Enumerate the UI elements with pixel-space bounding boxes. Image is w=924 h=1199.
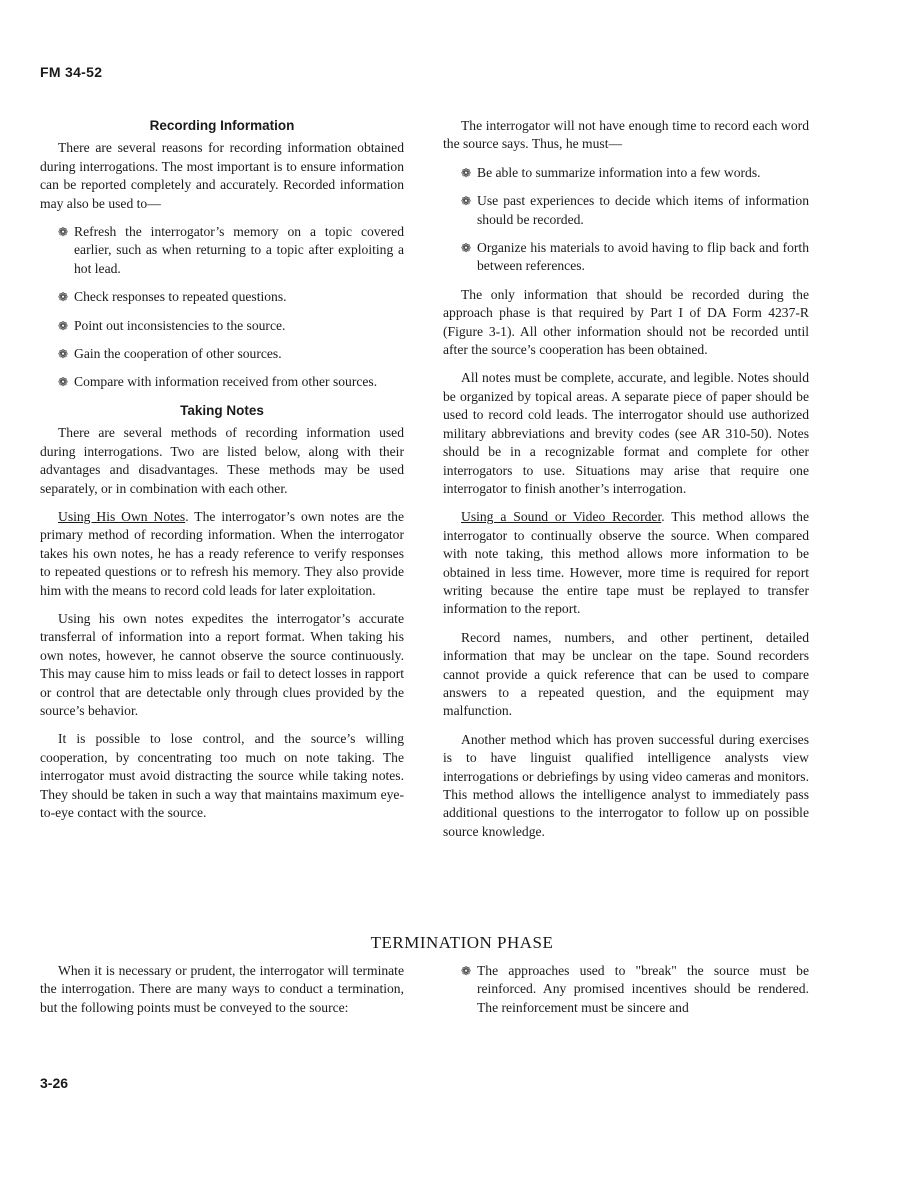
own-notes-title: Using His Own Notes (58, 508, 186, 524)
own-notes-paragraph (40, 508, 404, 600)
recorder-text: . This method allows the interrogator to continually observe the source. When compared with note taking, this method allows more information to be obtained in less time. However, more time is required for report writing because the entire tape must be replayed to transfer information to the report. (443, 509, 809, 617)
heading-taking-notes: Taking Notes (180, 402, 264, 418)
list-item: ❁ Use past experiences to decide which items of information should be recorded. (461, 193, 809, 227)
recording-bullet-list (40, 223, 404, 392)
list-item: ❁ Refresh the interrogator’s memory on a topic covered earlier, such as when returning to a topic after exploiting a hot lead. (58, 224, 404, 276)
termination-right (443, 962, 809, 1027)
bullet-icon: ❁ (461, 194, 472, 209)
bullet-icon: ❁ (461, 241, 472, 256)
all-notes-paragraph: All notes must be complete, accurate, and legible. Notes should be organized by topical areas. A separate piece of paper should be used to record cold leads. The interrogator should use authorized military abbreviations and brevity codes (see AR 310-50). Notes should be in a recognizable format and complete for other interrogators to use. Situations may arise that require one interrogator to finish another’s interrogation. (443, 370, 809, 496)
list-item: ❁ The approaches used to "break" the source must be reinforced. Any promised incentives should be rendered. The reinforcement must be sincere and (461, 963, 809, 1015)
notes-intro: There are several methods of recording information used during interrogations. Two are listed below, along with their advantages and disadvantages. These methods may be used separately, or in combination with each other. (40, 425, 404, 496)
termination-intro: When it is necessary or prudent, the interrogator will terminate the interrogation. There are many ways to conduct a termination, but the following points must be conveyed to the source: (40, 963, 404, 1015)
termination-left (40, 962, 404, 1027)
bullet-icon: ❁ (58, 225, 69, 240)
right-column (443, 117, 809, 851)
list-item: ❁ Check responses to repeated questions. (40, 288, 404, 306)
recorder-paragraph (443, 508, 809, 618)
list-item: ❁ Gain the cooperation of other sources. (40, 345, 404, 363)
manual-code: FM 34-52 (40, 64, 103, 80)
own-notes-paragraph-3: It is possible to lose control, and the source’s willing cooperation, by concentrating too much on note taking. The interrogator must avoid distracting the source while taking notes. They should be taken in such a way that maintains maximum eye-to-eye contact with the source. (40, 731, 404, 820)
own-notes-paragraph-2: Using his own notes expedites the interrogator’s accurate transferral of information into a report format. When taking his own notes, however, he cannot observe the source continuously. This may cause him to miss leads or fail to detect losses in rapport or control that are detectable only through clues provided by the source’s behavior. (40, 610, 404, 718)
left-column (40, 117, 404, 832)
bullet-icon: ❁ (58, 290, 69, 305)
bullet-icon: ❁ (58, 318, 69, 333)
approach-paragraph: The only information that should be recorded during the approach phase is that required by Part I of DA Form 4237-R (Figure 3-1). All other information should not be recorded until after the source’s cooperation has been obtained. (443, 286, 809, 358)
termination-bullet-list (443, 962, 809, 1017)
list-item: ❁ Be able to summarize information into a few words. (443, 164, 809, 182)
bullet-icon: ❁ (461, 165, 472, 180)
termination-phase-title: TERMINATION PHASE (370, 933, 554, 952)
another-method-paragraph: Another method which has proven successful during exercises is to have linguist qualified intelligence analysts view interrogations or debriefings by using video cameras and monitors. This method allows the intelligence analyst to immediately pass additional questions to the interrogator to follow up on possible source knowledge. (443, 731, 809, 839)
list-item: ❁ Point out inconsistencies to the source. (40, 317, 404, 335)
bullet-icon: ❁ (58, 347, 69, 362)
list-item: ❁ Organize his materials to avoid having to flip back and forth between references. (461, 240, 809, 274)
bullet-icon: ❁ (58, 375, 69, 390)
own-notes-text: . The interrogator’s own notes are the primary method of recording information. When the interrogator takes his own notes, he has a ready reference to verify responses to repeated questions or to refresh his memory. They also provide him with the means to record cold leads for later exploitation. (40, 508, 404, 598)
recorder-title: Using a Sound or Video Recorder (461, 509, 662, 525)
recording-intro: There are several reasons for recording information obtained during interrogations. The most important is to ensure information can be reported completely and accurately. Recorded information may also be used to— (40, 140, 404, 211)
list-item: ❁ Compare with information received from other sources. (40, 373, 404, 391)
right-intro: The interrogator will not have enough time to record each word the source says. Thus, he must— (443, 118, 809, 152)
page-number: 3-26 (40, 1075, 69, 1091)
interrogator-must-list (443, 164, 809, 276)
bullet-icon: ❁ (461, 964, 472, 978)
heading-recording-information: Recording Information (149, 118, 295, 133)
record-names-paragraph: Record names, numbers, and other pertinent, detailed information that may be unclear on the tape. Sound recorders cannot provide a quick reference that can be used to compare answers to a repeated question, and the equipment may malfunction. (443, 629, 809, 719)
